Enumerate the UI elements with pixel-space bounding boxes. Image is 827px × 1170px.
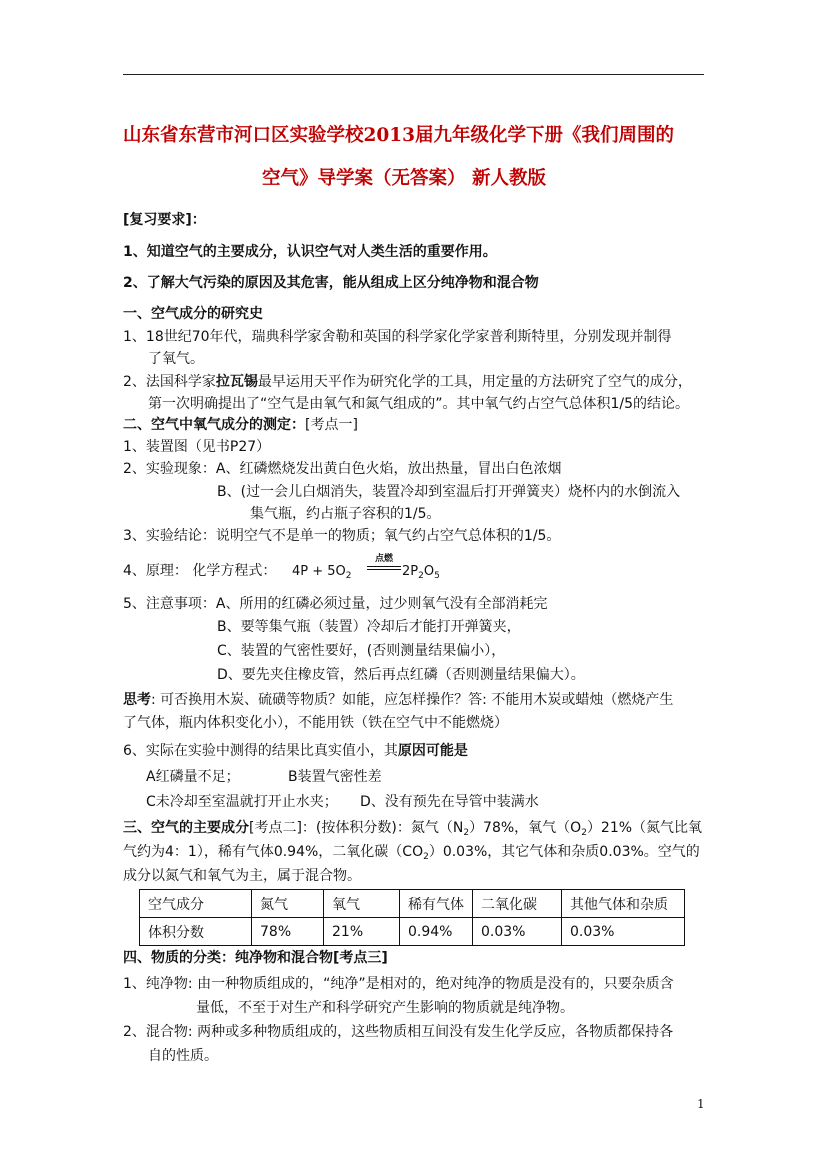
document-title-line2: 空气》导学案（无答案） 新人教版 xyxy=(262,168,546,189)
table-cell: 21% xyxy=(324,918,400,946)
s2-item-5a: 5、注意事项：A、所用的红磷必须过量，过少则氧气没有全部消耗完 xyxy=(123,596,548,612)
table-cell: 二氧化碳 xyxy=(473,890,562,918)
s2-item-1: 1、装置图（见书P27） xyxy=(123,439,271,455)
table-cell: 空气成分 xyxy=(140,890,252,918)
s2-item-6-option-b: B装置气密性差 xyxy=(288,769,382,785)
s2-item-6-option-a: A红磷量不足； xyxy=(146,769,240,785)
s4-paragraph-1a: 1、纯净物: 由一种物质组成的，“纯净”是相对的，绝对纯净的物质是没有的，只要杂质含 xyxy=(123,976,674,992)
s3-line-3: 成分以氮气和氧气为主，属于混合物。 xyxy=(123,868,361,884)
table-cell: 其他气体和杂质 xyxy=(562,890,685,918)
table-row xyxy=(140,918,685,946)
table-cell: 稀有气体 xyxy=(400,890,473,918)
s4-paragraph-2a: 2、混合物: 两种或多种物质组成的，这些物质相互间没有发生化学反应，各物质都保持各 xyxy=(123,1024,674,1040)
document-title-line1: 山东省东营市河口区实验学校2013届九年级化学下册《我们周围的 xyxy=(123,125,674,146)
table-cell: 78% xyxy=(252,918,324,946)
table-cell: 0.03% xyxy=(473,918,562,946)
air-composition-table xyxy=(139,889,685,946)
s2-item-5c: C、装置的气密性要好，(否则测量结果偏小）， xyxy=(217,643,506,659)
section-4-heading: 四、物质的分类：纯净物和混合物[考点三] xyxy=(123,950,388,966)
lavoisier-name: 拉瓦锡 xyxy=(215,374,258,390)
s2-item-6-option-d: D、没有预先在导管中装满水 xyxy=(360,794,539,810)
s2-item-2a: 2、实验现象：A、红磷燃烧发出黄白色火焰，放出热量，冒出白色浓烟 xyxy=(123,461,562,477)
reaction-condition: 点燃 xyxy=(374,554,393,564)
s1-paragraph-2a: 2、法国科学家拉瓦锡最早运用天平作为研究化学的工具，用定量的方法研究了空气的成分， xyxy=(123,374,692,390)
s4-paragraph-1b: 量低，不至于对生产和科学研究产生影响的物质就是纯净物。 xyxy=(196,1000,574,1016)
review-item-2: 2、了解大气污染的原因及其危害，能从组成上区分纯净物和混合物 xyxy=(123,275,539,291)
s2-item-4-label: 4、原理： 化学方程式： xyxy=(123,563,277,579)
review-heading: [复习要求]： xyxy=(123,212,206,228)
table-cell: 氧气 xyxy=(324,890,400,918)
s2-item-5b: B、要等集气瓶（装置）冷却后才能打开弹簧夹， xyxy=(217,619,521,635)
table-cell: 氮气 xyxy=(252,890,324,918)
s1-paragraph-1b: 了氧气。 xyxy=(148,351,204,367)
s3-line-1: 三、空气的主要成分[考点二]：(按体积分数)：氮气$(N_2)78\%$，氧气$(O_2)21\%$（氮气比氧 xyxy=(123,820,703,838)
section-2-heading: 二、空气中氧气成分的测定：[考点一] xyxy=(123,417,358,433)
table-cell: 0.03% xyxy=(562,918,685,946)
header-rule xyxy=(123,74,704,75)
s2-item-6-option-c: C未冷却至室温就打开止水夹； xyxy=(146,794,338,810)
section-1-heading: 一、空气成分的研究史 xyxy=(123,306,263,322)
s2-item-2b: B、(过一会儿白烟消失，装置冷却到室温后打开弹簧夹）烧杯内的水倒流入 xyxy=(217,484,681,500)
think-line-a: 思考: 可否换用木炭、硫磺等物质？如能，应怎样操作？答: 不能用木炭或蜡烛（燃烧产生 xyxy=(123,692,674,708)
page-number: 1 xyxy=(697,1097,705,1111)
review-item-1: 1、知道空气的主要成分，认识空气对人类生活的重要作用。 xyxy=(123,244,497,260)
equation-left: $4P + 5O_2$ xyxy=(292,564,352,581)
s2-item-2c: 集气瓶，约占瓶子容积的1/5。 xyxy=(250,506,441,522)
equation-right: $2P_2O_5$ xyxy=(402,564,440,581)
s3-line-2: 气约为4：1），稀有气体0.94%，二氧化碳$(CO_2)0.03\%$，其它气体和杂质0.03%。空气的 xyxy=(123,844,700,862)
s1-paragraph-1a: 1、18世纪70年代，瑞典科学家舍勒和英国的科学家化学家普利斯特里，分别发现并制得 xyxy=(123,329,672,345)
s2-item-5d: D、要先夹住橡皮管，然后再点红磷（否则测量结果偏大）。 xyxy=(217,667,585,683)
think-line-b: 了气体，瓶内体积变化小），不能用铁（铁在空气中不能燃烧） xyxy=(123,715,508,731)
table-cell: 体积分数 xyxy=(140,918,252,946)
s2-item-3: 3、实验结论：说明空气不是单一的物质；氧气约占空气总体积的1/5。 xyxy=(123,528,561,544)
s1-paragraph-2b: 第一次明确提出了“空气是由氧气和氮气组成的”。其中氧气约占空气总体积1/5的结论。 xyxy=(148,396,690,412)
s2-item-6: 6、实际在实验中测得的结果比真实值小，其原因可能是 xyxy=(123,743,468,759)
table-cell: 0.94% xyxy=(400,918,473,946)
think-label: 思考 xyxy=(123,692,151,708)
table-row xyxy=(140,890,685,918)
section-3-heading: 三、空气的主要成分 xyxy=(123,820,249,836)
s4-paragraph-2b: 自的性质。 xyxy=(148,1048,218,1064)
